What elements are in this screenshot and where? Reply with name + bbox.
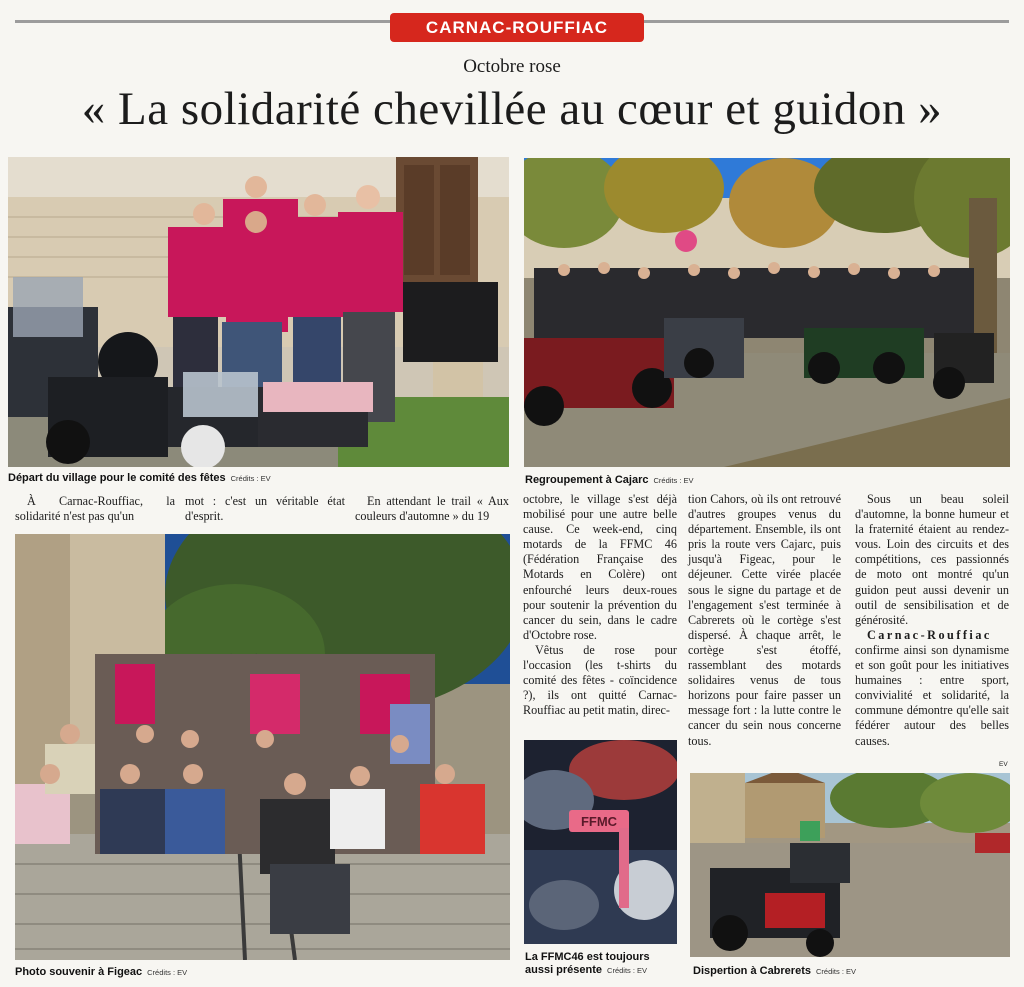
photo-dispertion-cabrerets — [690, 773, 1010, 957]
photo-regroupement-cajarc — [524, 158, 1010, 467]
kicker: Octobre rose — [463, 56, 561, 77]
article-col-2: octobre, le village s'est déjà mobilisé pour une autre belle cause. Ce week-end, cinq motards de la FFMC 46 (Fédération Française des Motards en Colère) ont enfourché leurs deux-roues pour soutenir la prévention du cancer du sein, dans le cadre d'Octobre rose. Vêtus de rose pour l'occasion (les t-shirts du comité des fêtes - coïncidence ?), ils ont quitté Carnac-Rouffiac au petit matin, direc- — [523, 492, 677, 718]
caption-photo-5: Dispertion à Cabrerets Crédits : EV — [693, 965, 856, 977]
section-banner: CARNAC-ROUFFIAC — [390, 13, 644, 42]
author-signature: EV — [999, 761, 1008, 768]
header-rule-right — [644, 20, 1009, 23]
ffmc-tag-text: FFMC — [580, 814, 618, 829]
caption-photo-2: Regroupement à Cajarc Crédits : EV — [525, 474, 694, 486]
header-rule-left — [15, 20, 390, 23]
caption-photo-1: Départ du village pour le comité des fêtes Crédits : EV — [8, 472, 271, 484]
caption-photo-4: La FFMC46 est toujours aussi présente Crédits : EV — [525, 951, 650, 976]
photo-souvenir-figeac — [15, 534, 510, 960]
photo-depart-village — [8, 157, 509, 467]
article-intro-3: En attendant le trail « Aux couleurs d'automne » du 19 — [355, 494, 509, 524]
caption-photo-3: Photo souvenir à Figeac Crédits : EV — [15, 966, 188, 978]
article-col-4: Sous un beau soleil d'automne, la bonne humeur et la fraternité étaient au rendez-vous. Loin des circuits et des compétitions, ces passionnés de moto ont montré qu'un guidon peut aussi devenir un outil de sensibilisation et de générosité. Carnac-Rouffiac confirme ainsi son dynamisme et son goût pour les initiatives humaines : entre sport, convivialité et solidarité, la commune démontre qu'elle sait fédérer autour des belles causes. — [855, 492, 1009, 748]
article-col-3: tion Cahors, où ils ont retrouvé d'autres groupes venus du département. Ensemble, ils ont pris la route vers Cajarc, puis jusqu'à Figeac, pour le déjeuner. Cette virée placée sous le signe du partage et de l'engagement s'est terminée à Cabrerets où le cortège s'est dispersé. À chaque arrêt, le cortège s'est étoffé, rassemblant des motards solidaires venus de tous horizons pour faire passer un message fort : la lutte contre le cancer du sein nous concerne tous. — [688, 492, 841, 748]
headline: « La solidarité chevillée au cœur et guidon » — [81, 83, 943, 135]
article-intro-1: À Carnac-Rouffiac, la solidarité n'est pas qu'un — [15, 494, 175, 524]
photo-ffmc-tag — [524, 740, 677, 944]
article-intro-2: mot : c'est un véritable état d'esprit. — [185, 494, 345, 524]
